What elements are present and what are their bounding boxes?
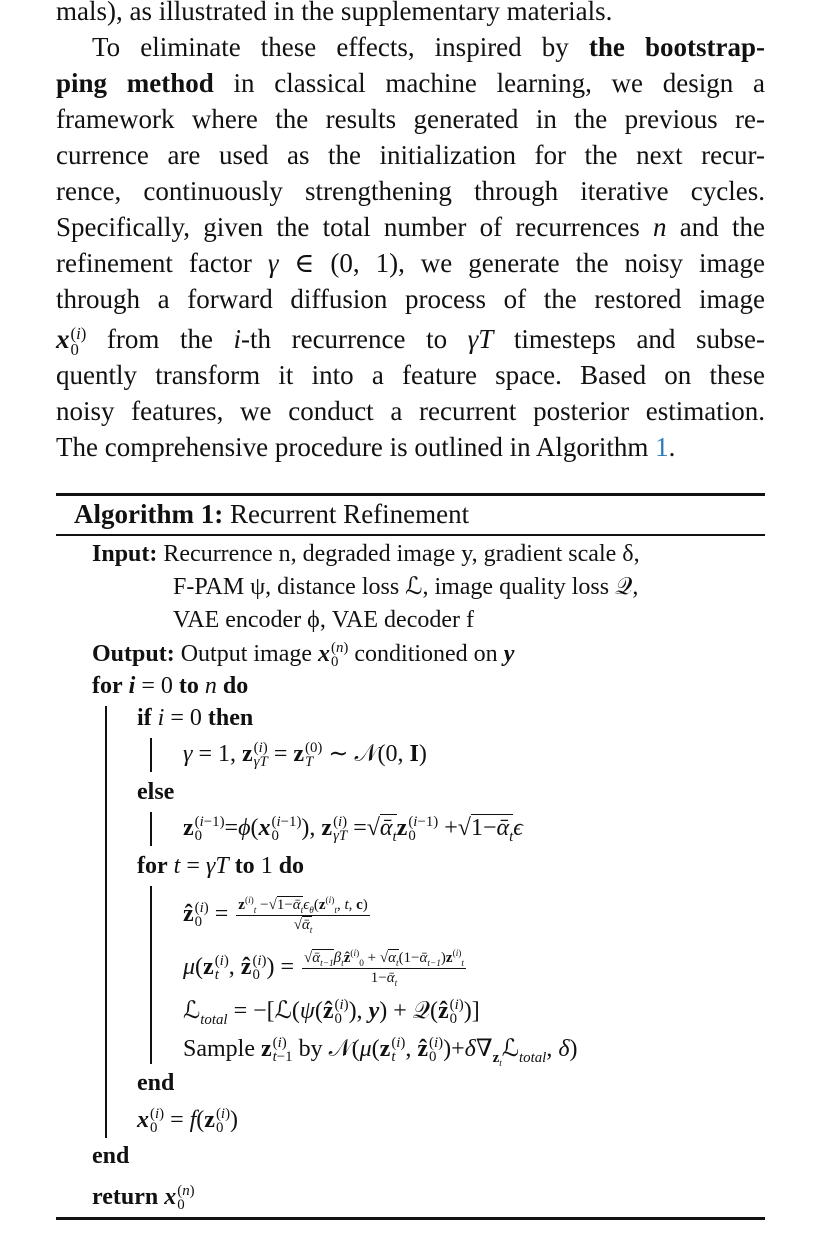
- paragraph-line-7: [56, 209, 765, 245]
- keyword-to: to: [234, 853, 255, 879]
- math-init-noise: γ = 1, z (i) γT = z (0) T ∼ 𝒩(0, I): [183, 740, 427, 771]
- algorithm-title-rule: [56, 534, 765, 536]
- for-i-block-bar: [105, 706, 107, 1138]
- math-i-range: i = 0: [128, 673, 173, 699]
- algorithm-input-line-2: [173, 571, 638, 604]
- math-posterior-mean: μ(z (i) t , ẑ (i) 0 ) = $\frac{√ᾱ_{t-1}\beta_tẑ^{(i)}_0 + √\alpha_t(1-ᾱ_{t-1})z^{(i)}_t}{1-ᾱ_t}$: [183, 948, 464, 989]
- algorithm-reference-link[interactable]: 1: [655, 432, 669, 462]
- math-y: y: [503, 641, 515, 667]
- text: and the: [666, 212, 765, 242]
- text: through a forward diffusion process of the restored image: [56, 284, 765, 314]
- output-text: Output image: [180, 641, 312, 667]
- keyword-do: do: [222, 673, 249, 699]
- algorithm-number: Algorithm 1:: [74, 499, 224, 529]
- algorithm-else-line: [137, 776, 174, 809]
- text: in classical machine learning, we design a: [213, 68, 765, 98]
- text: Specifically, given the total number of recurrences: [56, 212, 654, 242]
- text: -th recurrence to: [241, 324, 468, 354]
- algorithm-input-line-3: [173, 604, 474, 637]
- text: currence are used as the initialization for the next recur-: [56, 140, 765, 170]
- math-n: n: [653, 212, 667, 242]
- algorithm-title: [74, 497, 469, 531]
- paragraph-line-12: [56, 393, 765, 429]
- algorithm-name: Recurrent Refinement: [229, 499, 470, 529]
- text: refinement factor: [56, 248, 268, 278]
- keyword-to: to: [178, 673, 199, 699]
- text: rence, continuously strengthening through iterative cycles.: [56, 176, 765, 206]
- if-block-bar: [150, 738, 152, 772]
- keyword-end: end: [92, 1143, 130, 1169]
- algorithm-output-line: [92, 638, 514, 671]
- math-one: 1: [260, 853, 273, 879]
- math-z-t-minus-1: z (i) t−1: [261, 1035, 293, 1066]
- paragraph-line-6: [56, 173, 765, 209]
- paragraph-line-4: [56, 101, 765, 137]
- math-sampling-dist: 𝒩(μ(z (i) t , ẑ (i) 0 )$+\delta\nabla_{z_t}ℒ_{total}$, δ): [328, 1035, 578, 1068]
- keyword-for: for: [92, 673, 123, 699]
- keyword-for: for: [137, 853, 168, 879]
- math-x0i: x (i) 0: [56, 323, 87, 359]
- algorithm-mu-line: [183, 947, 468, 987]
- input-text: VAE encoder ϕ, VAE decoder f: [173, 607, 474, 633]
- keyword-return: return: [92, 1184, 159, 1210]
- math-total-loss: ℒ$_{total}$ = −[ℒ(ψ(ẑ (i) 0 ), y) + 𝒬(ẑ (i) 0 )]: [183, 997, 480, 1028]
- keyword-end: end: [137, 1070, 175, 1096]
- algorithm-for-i-line: [92, 670, 248, 703]
- text: To eliminate these effects, inspired by: [92, 32, 589, 62]
- output-label: Output:: [92, 641, 175, 667]
- math-gammaT: γT: [467, 324, 494, 354]
- keyword-if: if: [137, 705, 152, 731]
- math-i-zero: i = 0: [157, 705, 202, 731]
- math-x0n: x (n) 0: [164, 1183, 195, 1214]
- keyword-else: else: [137, 779, 175, 805]
- math-gamma-interval: γ ∈ (0, 1): [267, 248, 399, 278]
- paragraph-line-13: [56, 429, 765, 465]
- text: noisy features, we conduct a recurrent posterior estimation.: [56, 396, 765, 426]
- keyword-do: do: [278, 853, 305, 879]
- paragraph-line-11: [56, 357, 765, 393]
- algorithm-sample-line: [183, 1033, 577, 1066]
- paragraph-line-9: [56, 281, 765, 317]
- else-block-bar: [150, 812, 152, 846]
- text: The comprehensive procedure is outlined in Algorithm: [56, 432, 656, 462]
- math-x0n: x (n) 0: [318, 640, 349, 671]
- algorithm-end-for-i: [92, 1140, 129, 1173]
- algorithm-return-line: [92, 1181, 195, 1214]
- algorithm-encode-line: [183, 812, 523, 845]
- keyword-then: then: [207, 705, 254, 731]
- text: from the: [86, 324, 234, 354]
- text: quently transform it into a feature space. Based on these: [56, 360, 765, 390]
- paragraph-line-10: [56, 321, 765, 357]
- algorithm-bottom-rule: [56, 1217, 765, 1220]
- math-decode: x (i) 0 = f(z (i) 0 ): [137, 1106, 239, 1137]
- paragraph-line-2: [92, 29, 765, 65]
- algorithm-input-line-1: [92, 538, 640, 571]
- algorithm-end-for-t: [137, 1067, 174, 1100]
- algorithm-decode-line: [137, 1104, 238, 1137]
- sample-text: Sample: [183, 1036, 255, 1062]
- math-n: n: [204, 673, 217, 699]
- algorithm-if-line: [137, 702, 253, 735]
- algorithm-for-t-line: [137, 850, 304, 883]
- text: .: [668, 432, 676, 462]
- bold-term: ping method: [56, 68, 214, 98]
- paragraph-line-8: [56, 245, 765, 281]
- paragraph-line-5: [56, 137, 765, 173]
- paragraph-line-1: [56, 0, 765, 29]
- algorithm-loss-line: [183, 995, 480, 1028]
- text: mals), as illustrated in the supplementary materials.: [56, 0, 613, 26]
- output-text: conditioned on: [354, 641, 498, 667]
- math-z0-hat: ẑ (i) 0 = $\frac{z^{(i)}_t -√1-ᾱ_t\epsilon_\theta(z^{(i)}_t, t, c)}{√ᾱ_t}$: [183, 895, 368, 936]
- math-encode-diffuse: z (i−1) 0 =ϕ(x (i−1) 0 ), z (i) γT =√ᾱ$_t$z (i−1) 0 +√1−ᾱ$_t$ϵ: [183, 814, 523, 845]
- bold-term: the bootstrap-: [588, 32, 765, 62]
- algorithm-z0hat-line: [183, 894, 372, 934]
- text: , we generate the noisy image: [398, 248, 765, 278]
- paragraph-line-3: [56, 65, 765, 101]
- input-text: Recurrence n, degraded image y, gradient scale δ,: [163, 541, 640, 567]
- algorithm-init-line: [183, 738, 427, 771]
- for-t-block-bar: [150, 886, 152, 1064]
- by-text: by: [298, 1036, 323, 1062]
- math-i: i: [233, 324, 242, 354]
- text: framework where the results generated in the previous re-: [56, 104, 765, 134]
- input-text: F-PAM ψ, distance loss ℒ, image quality loss 𝒬,: [173, 574, 639, 600]
- math-t-range: t = γT: [173, 853, 229, 879]
- algorithm-top-rule: [56, 493, 765, 496]
- input-label: Input:: [92, 541, 158, 567]
- text: timesteps and subse-: [493, 324, 765, 354]
